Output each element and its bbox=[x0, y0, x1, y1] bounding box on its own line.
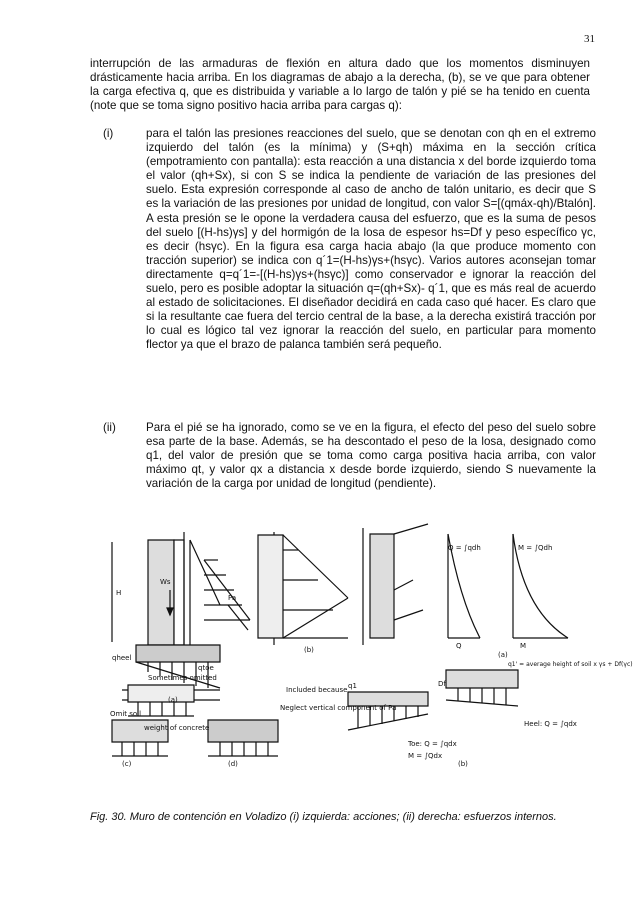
list-item-text: Para el pié se ha ignorado, como se ve en la figura, el efecto del peso del suelo sobre esa parte de la base. Además, se ha descontado el peso de la losa, designado como q1, del valor de presión que se toma como carga positiva hacia arriba, con valor máximo qt, y valor qx a distancia x desde borde izquierdo, siendo S nuevamente la variación de la carga por unidad de longitud (pendiente). bbox=[146, 421, 596, 491]
label-average-height: q1' = average height of soil x γs + Df(γc) bbox=[508, 661, 633, 668]
label-toe: Toe: Q = ∫qdx bbox=[408, 740, 457, 748]
label-omit-soil: Omit soil bbox=[110, 710, 142, 718]
label-a2: (a) bbox=[498, 651, 508, 659]
label-c: (c) bbox=[122, 760, 132, 768]
label-H: H bbox=[116, 589, 122, 597]
label-Mdx: M = ∫Qdx bbox=[408, 752, 443, 760]
page-number: 31 bbox=[584, 33, 595, 45]
list-item-i bbox=[90, 127, 596, 353]
label-Q-formula: Q = ∫qdh bbox=[448, 544, 481, 552]
list-item-label: (i) bbox=[103, 127, 114, 140]
retaining-wall-figure bbox=[108, 520, 633, 778]
list-item-ii bbox=[90, 421, 596, 491]
label-neglect-vertical: Neglect vertical component of Pa bbox=[280, 704, 397, 712]
label-qtoe: qtoe bbox=[198, 664, 214, 672]
list-item-text: para el talón las presiones reacciones del suelo, que se denotan con qh en el extremo izquierdo del talón (es la mínima) y (S+qh) máxima en la sección crítica (empotramiento con pantalla): esta reacción a una distancia x del borde izquierdo toma el valor (qh+Sx), si con S se indica la pendiente de variación de las presiones del suelo. Esta expresión corresponde al caso de ancho de talón unitario, es decir que S es la variación de las presiones por unidad de longitud, con valor S=[(qmáx-qh)/Btalón]. A esta presión se le opone la verdadera causa del esfuerzo, que es la suma de pesos del suelo [(H-hs)γs] y del hormigón de la losa de espesor hs=Df y peso específico γc, es decir (hsγc). En la figura esa carga hacia abajo (la que produce momento con tracción superior) se indica con q´1=(H-hs)γs+(hsγc). Varios autores aconsejan tomar directamente q=q´1=-[(H-hs)γs+(hsγc)] como conservador e ignorar la reacción del suelo, pero es posible adoptar la situación q=(qh+Sx)- q´1, que es más real de acuerdo al estado de solicitaciones. El diseñador decidirá en cada caso qué hacer. Es claro que si la resultante cae fuera del tercio central de la base, a la derecha existirá tracción por lo cual es lógico tal vez ignorar la reacción del suelo, en particular para momento flector ya que el brazo de palanca también será pequeño. bbox=[146, 127, 596, 352]
label-Df: Df bbox=[438, 680, 446, 688]
label-Q: Q bbox=[456, 642, 462, 650]
label-weight-concrete: weight of concrete bbox=[144, 724, 210, 732]
label-d: (d) bbox=[228, 760, 238, 768]
intro-paragraph: interrupción de las armaduras de flexión en altura dado que los momentos disminuyen drásticamente hacia arriba. En los diagramas de abajo a la derecha, (b), se ve que para obtener la carga efectiva q, que es distribuida y variable a lo largo de talón y pié se ha tenido en cuenta (note que se toma signo positivo hacia arriba para cargas q): bbox=[90, 57, 590, 113]
label-Pa: Pa bbox=[228, 594, 237, 602]
label-Ws: Ws bbox=[160, 578, 171, 586]
label-included-because: Included because bbox=[286, 686, 348, 694]
label-sometimes-omitted: Sometimes omitted bbox=[148, 674, 217, 682]
figure-caption: Fig. 30. Muro de contención en Voladizo (i) izquierda: acciones; (ii) derecha: esfuerzos internos. bbox=[90, 811, 557, 823]
list-item-label: (ii) bbox=[103, 421, 116, 434]
label-b2: (b) bbox=[458, 760, 468, 768]
label-qheel: qheel bbox=[112, 654, 132, 662]
label-M-formula: M = ∫Qdh bbox=[518, 544, 553, 552]
label-a1: (a) bbox=[168, 696, 178, 704]
label-M: M bbox=[520, 642, 527, 650]
label-q1: q1 bbox=[348, 682, 357, 690]
label-heel: Heel: Q = ∫qdx bbox=[524, 720, 577, 728]
label-b1: (b) bbox=[304, 646, 314, 654]
